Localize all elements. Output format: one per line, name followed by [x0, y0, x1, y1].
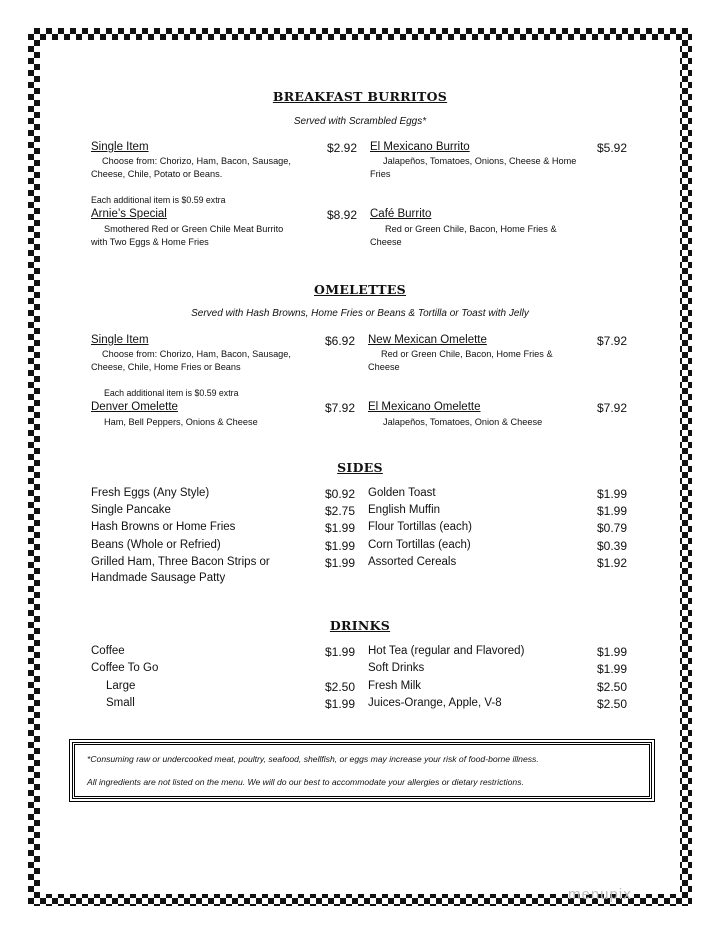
side-name: English Muffin [368, 504, 441, 516]
side-price: $0.39 [596, 539, 627, 553]
drink-name: Small [106, 697, 135, 709]
drink-price: $2.50 [596, 697, 627, 711]
drink-name: Coffee [91, 645, 125, 657]
disclaimer-box [72, 742, 652, 799]
burrito-single-price: $2.92 [326, 141, 357, 155]
burrito-el-mexicano: El Mexicano Burrito [370, 141, 470, 153]
side-name-continued: Handmade Sausage Patty [91, 572, 226, 584]
burrito-el-mexicano-desc1: Jalapeños, Tomatoes, Onions, Cheese & Home [383, 156, 577, 166]
side-name: Flour Tortillas (each) [368, 521, 472, 533]
drink-price: $1.99 [596, 645, 627, 659]
section-title-sides: SIDES [337, 460, 383, 475]
side-price: $1.99 [596, 504, 627, 518]
drink-price: $1.99 [324, 645, 355, 659]
drink-name: Large [106, 680, 136, 692]
omelette-el-mexicano-price: $7.92 [596, 401, 627, 415]
side-name: Golden Toast [368, 487, 436, 499]
burrito-extra-note: Each additional item is $0.59 extra [91, 195, 226, 205]
section-title-burritos: BREAKFAST BURRITOS [272, 89, 448, 104]
side-price: $2.75 [324, 504, 355, 518]
omelette-new-mexican-price: $7.92 [596, 334, 627, 348]
omelette-new-mexican-desc2: Cheese [368, 362, 400, 372]
burrito-single-item: Single Item [91, 141, 149, 153]
disclaimer-line-1: *Consuming raw or undercooked meat, poultry, seafood, shellfish, or eggs may increase your risk of food-borne illness. [87, 754, 539, 764]
drink-price: $2.50 [324, 680, 355, 694]
section-title-omelettes: OMELETTES [314, 282, 406, 297]
burrito-cafe-desc1: Red or Green Chile, Bacon, Home Fries & [385, 224, 557, 234]
side-price: $0.92 [324, 487, 355, 501]
omelettes-subtitle: Served with Hash Browns, Home Fries or Beans & Tortilla or Toast with Jelly [191, 308, 529, 319]
side-name: Fresh Eggs (Any Style) [91, 487, 210, 499]
burrito-single-desc2: Cheese, Chile, Potato or Beans. [91, 169, 223, 179]
burrito-arnies-desc2: with Two Eggs & Home Fries [91, 237, 209, 247]
burrito-el-mexicano-desc2: Fries [370, 169, 391, 179]
side-price: $1.99 [324, 556, 355, 570]
watermark: menupix [568, 886, 632, 903]
burrito-arnies-price: $8.92 [326, 208, 357, 222]
side-price: $0.79 [596, 521, 627, 535]
omelette-extra-note: Each additional item is $0.59 extra [104, 388, 239, 398]
side-price: $1.99 [596, 487, 627, 501]
omelette-single-desc1: Choose from: Chorizo, Ham, Bacon, Sausage, [102, 349, 291, 359]
drink-name: Hot Tea (regular and Flavored) [368, 645, 525, 657]
drink-name: Coffee To Go [91, 662, 159, 674]
drink-name: Fresh Milk [368, 680, 422, 692]
burrito-single-desc1: Choose from: Chorizo, Ham, Bacon, Sausage, [102, 156, 291, 166]
side-price: $1.99 [324, 539, 355, 553]
section-title-drinks: DRINKS [329, 618, 391, 633]
burrito-cafe-desc2: Cheese [370, 237, 402, 247]
drink-price: $2.50 [596, 680, 627, 694]
side-price: $1.92 [596, 556, 627, 570]
drink-name: Juices-Orange, Apple, V-8 [368, 697, 502, 709]
omelette-single-item: Single Item [91, 334, 149, 346]
burrito-el-mexicano-price: $5.92 [596, 141, 627, 155]
omelette-denver: Denver Omelette [91, 401, 178, 413]
side-name: Single Pancake [91, 504, 171, 516]
omelette-single-price: $6.92 [324, 334, 355, 348]
drink-price: $1.99 [324, 697, 355, 711]
omelette-denver-price: $7.92 [324, 401, 355, 415]
disclaimer-line-2: All ingredients are not listed on the menu. We will do our best to accommodate your allergies or dietary restrictions. [87, 777, 524, 787]
omelette-new-mexican: New Mexican Omelette [368, 334, 487, 346]
omelette-denver-desc1: Ham, Bell Peppers, Onions & Cheese [104, 417, 258, 427]
side-name: Assorted Cereals [368, 556, 457, 568]
omelette-single-desc2: Cheese, Chile, Home Fries or Beans [91, 362, 241, 372]
burritos-subtitle: Served with Scrambled Eggs* [293, 116, 427, 127]
side-name: Corn Tortillas (each) [368, 539, 471, 551]
omelette-el-mexicano-desc1: Jalapeños, Tomatoes, Onion & Cheese [383, 417, 543, 427]
side-price: $1.99 [324, 521, 355, 535]
omelette-new-mexican-desc1: Red or Green Chile, Bacon, Home Fries & [381, 349, 553, 359]
omelette-el-mexicano: El Mexicano Omelette [368, 401, 481, 413]
burrito-cafe: Café Burrito [370, 208, 432, 220]
side-name: Hash Browns or Home Fries [91, 521, 236, 533]
side-name: Grilled Ham, Three Bacon Strips or [91, 556, 270, 568]
burrito-arnies-desc1: Smothered Red or Green Chile Meat Burrito [104, 224, 284, 234]
drink-name: Soft Drinks [368, 662, 425, 674]
drink-price: $1.99 [596, 662, 627, 676]
side-name: Beans (Whole or Refried) [91, 539, 221, 551]
burrito-arnies-special: Arnie’s Special [91, 208, 167, 220]
